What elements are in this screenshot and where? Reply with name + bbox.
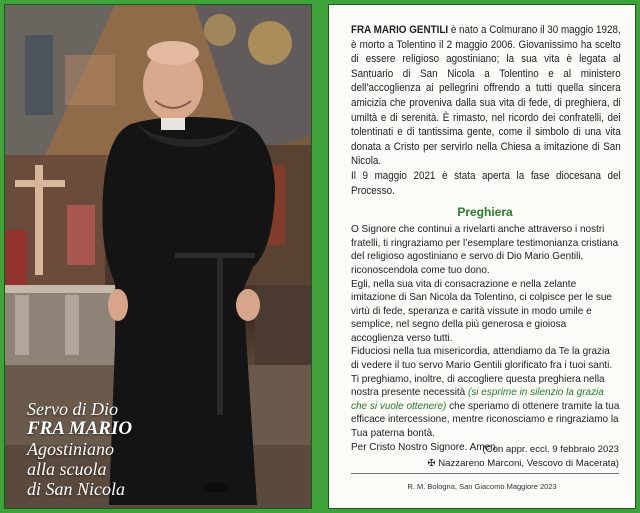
- ecclesiastical-approval: [428, 443, 619, 470]
- prayer-paragraph: Egli, nella sua vita di consacrazione e nella zelante imitazione di San Nicola da Tolentino, ci colpisce per le sue virtù di fede, speranza e carità vissute in modo umile e semplice, nel segno della più generosa e gioiosa accoglienza verso tutti.: [351, 278, 612, 344]
- caption-line: alla scuola: [27, 459, 107, 479]
- approval-line: (Con appr. eccl. 9 febbraio 2023: [482, 444, 619, 455]
- prayer-fragment: che speriamo di ottenere tramite la tua efficace intercessione, mentre riconosciamo e ringraziamo la Tua paterna bontà.: [351, 400, 620, 440]
- photo-caption: [27, 399, 132, 499]
- bio-text: è nato a Colmurano il 30 maggio 1928, è morto a Tolentino il 2 maggio 2006. Giovanissimo ha scelto di essere religioso agostiniano; la sua vita è legata al Santuario di San Nicola a Tolentino e al ministero dell’accoglienza ai pellegrini offrendo a tutti quella sincera amicizia che proveniva dalla sua vita di fede, di preghiera, di umiltà e di serenità. È rimasto, nel ricordo dei confratelli, dei tolentinati e di tantissima gente, come il simbolo di una vita donata a Cristo per servirlo nella Chiesa a imitazione di San Nicola.: [351, 24, 621, 168]
- holy-card-back: [328, 4, 636, 509]
- divider: [351, 473, 619, 474]
- prayer-paragraph: Per Cristo Nostro Signore. Amen.: [351, 441, 499, 453]
- bio-process: Il 9 maggio 2021 è stata aperta la fase diocesana del Processo.: [351, 169, 621, 197]
- caption-line: Servo di Dio: [27, 399, 118, 419]
- caption-line: di San Nicola: [27, 479, 125, 499]
- prayer-fragment: Fiduciosi nella tua misericordia, attendiamo da Te la grazia di vedere il tuo servo Mario Gentili glorificato fra i tuoi santi. Ti preghiamo, inoltre, di accogliere questa preghiera nella nostra presente necessità: [351, 346, 613, 399]
- prayer-title: Preghiera: [457, 205, 513, 220]
- prayer-paragraph: O Signore che continui a rivelarti anche attraverso i nostri fratelli, ti ringraziamo per l’esemplare testimonianza cristiana del religioso agostiniano e servo di Dio Mario Gentili, riconoscendola come tuo dono.: [351, 224, 619, 276]
- prayer-text: [351, 223, 620, 454]
- bio-name: FRA MARIO GENTILI: [351, 24, 449, 36]
- holy-card-front: [4, 4, 312, 509]
- prayer-paragraph: [351, 345, 620, 440]
- prayer-aside: (si esprime in silenzio la grazia che si vuole ottenere): [351, 387, 604, 412]
- approval-line: ✠ Nazzareno Marconi, Vescovo di Macerata): [427, 457, 619, 469]
- biography: [351, 23, 621, 198]
- caption-line: FRA MARIO: [27, 418, 133, 439]
- caption-line: Agostiniano: [27, 439, 115, 459]
- printer-credit: R. M. Bologna, San Giacomo Maggiore 2023: [407, 482, 557, 491]
